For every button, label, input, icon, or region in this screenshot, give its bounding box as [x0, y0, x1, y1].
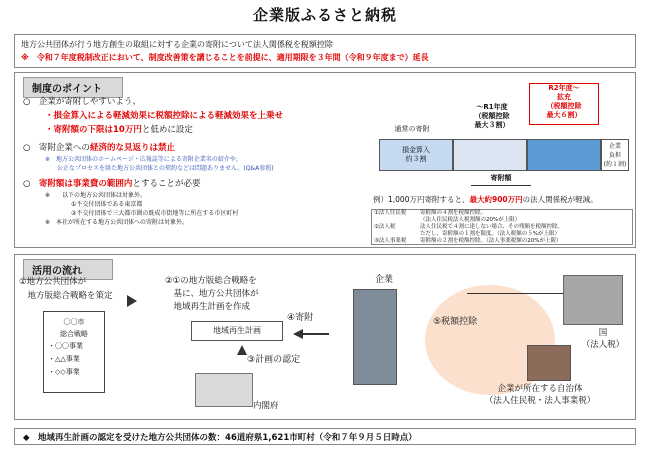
policy-header: 制度のポイント	[23, 77, 123, 98]
r2-bar	[527, 139, 601, 171]
country-label: 国 （法人税）	[581, 328, 625, 350]
bullet2-note2: 公正なプロセスを経た地方公共団体との契約などは問題ありません。(Q&A参照)	[57, 165, 274, 172]
futan-bar	[601, 139, 629, 171]
tax-row-1: ①法人住民税 寄附額の４割を税額控除。 （法人住民税法人税割額の20%が上限）	[374, 210, 521, 223]
flow-section	[14, 254, 636, 420]
step2-text: ②①の地方版総合戦略を 基に、地方公共団体が 地域再生計画を作成	[165, 276, 259, 312]
bullet1: ○ 企業が寄附しやすいよう、	[23, 97, 141, 107]
tax-row-3: ③法人事業税 寄附額の２割を税額控除。（法人事業税額の20%が上限）	[374, 238, 562, 244]
local-gov-building-icon	[527, 345, 571, 381]
footer-note: ◆ 地域再生計画の認定を受けた地方公共団体の数：46道府県1,621市町村（令和７年９月５日時点）	[14, 428, 636, 445]
doc-item-1: ・〇〇事業	[48, 342, 83, 350]
company-building-icon	[353, 289, 397, 385]
step1-text: ①地方公共団体が 地方版総合戦略を策定	[19, 277, 113, 301]
kifu-label: 寄附額	[471, 174, 531, 186]
r2-label: R2年度～ 拡充 （税額控除 最大６割）	[529, 83, 599, 125]
cabinet-label: 内閣府	[253, 401, 279, 411]
bullet2: ○ 寄附企業への経済的な見返りは禁止	[23, 143, 175, 153]
doc-item-3: ・◇◇事業	[48, 368, 80, 376]
bullet3-note4: ※ 本社が所在する地方公共団体への寄附は対象外。	[45, 219, 189, 226]
policy-section	[14, 72, 636, 248]
example-text: 例）1,000万円寄附すると、最大約900万円の法人関係税が軽減。	[373, 195, 598, 204]
cabinet-building-icon	[195, 373, 253, 407]
doc-item-2: ・△△事業	[48, 355, 80, 363]
sonkin-bar	[379, 139, 453, 171]
bullet3: ○ 寄附額は事業費の範囲内とすることが必要	[23, 179, 201, 189]
arrow-left	[293, 329, 303, 339]
country-building-icon	[563, 275, 623, 325]
arrow-up	[237, 345, 247, 355]
page-title: 企業版ふるさと納税	[252, 6, 397, 24]
bullet3-note3: ②不交付団体で三大都市圏の既成市街地等に所在する市区町村	[71, 210, 239, 217]
futan-label: 企業 負担 (約１割)	[603, 143, 627, 168]
arrow-left-shaft	[303, 333, 329, 335]
bullet3-note2: ①不交付団体である東京都	[71, 201, 143, 208]
normal-label: 通常の寄附	[394, 125, 430, 133]
step4-text: ④寄附	[287, 313, 314, 323]
tax-row-2: ②法人税 法人住民税で４割に達しない場合、その残額を税額控除。 ただし、寄附額の１割を限度。（法人税額の５%が上限）	[374, 224, 564, 237]
tax-table	[371, 209, 633, 245]
step5-text: ⑤税額控除	[433, 317, 478, 327]
intro-line1: 地方公共団体が行う地方創生の取組に対する企業の寄附について法人関係税を税額控除	[21, 40, 333, 49]
bullet3-note1: ※ 以下の地方公共団体は対象外。	[45, 192, 147, 199]
company-label: 企業	[375, 275, 394, 285]
local-gov-label: 企業が所在する自治体 （法人住民税・法人事業税）	[484, 384, 596, 406]
bullet2-note1: ※ 地方公共団体のホームページ・広報誌等による寄附企業名の紹介や、	[45, 156, 242, 163]
sonkin-label: 損金算入 約３割	[402, 146, 430, 163]
intro-box	[14, 34, 636, 68]
strategy-document-icon: 〇〇市 総合戦略 ・〇〇事業 ・△△事業 ・◇◇事業	[43, 311, 105, 393]
arrow-right-1	[127, 295, 137, 307]
bullet1-sub1: ・損金算入による軽減効果に税額控除による軽減効果を上乗せ	[45, 111, 284, 121]
tax-diagram	[371, 77, 633, 197]
plan-box: 地域再生計画	[191, 321, 283, 341]
flow-header: 活用の流れ	[23, 259, 113, 280]
intro-line2: ※ 令和７年度税制改正において、制度改善策を講じることを前提に、適用期限を３年間（令和９年度まで）延長	[21, 53, 429, 62]
r1-bar	[453, 139, 527, 171]
bullet1-sub2: ・寄附額の下限は10万円と低めに設定	[45, 125, 193, 135]
step3-text: ③計画の認定	[247, 355, 301, 365]
r1-label: ～R1年度 （税額控除 最大３割）	[474, 103, 510, 129]
